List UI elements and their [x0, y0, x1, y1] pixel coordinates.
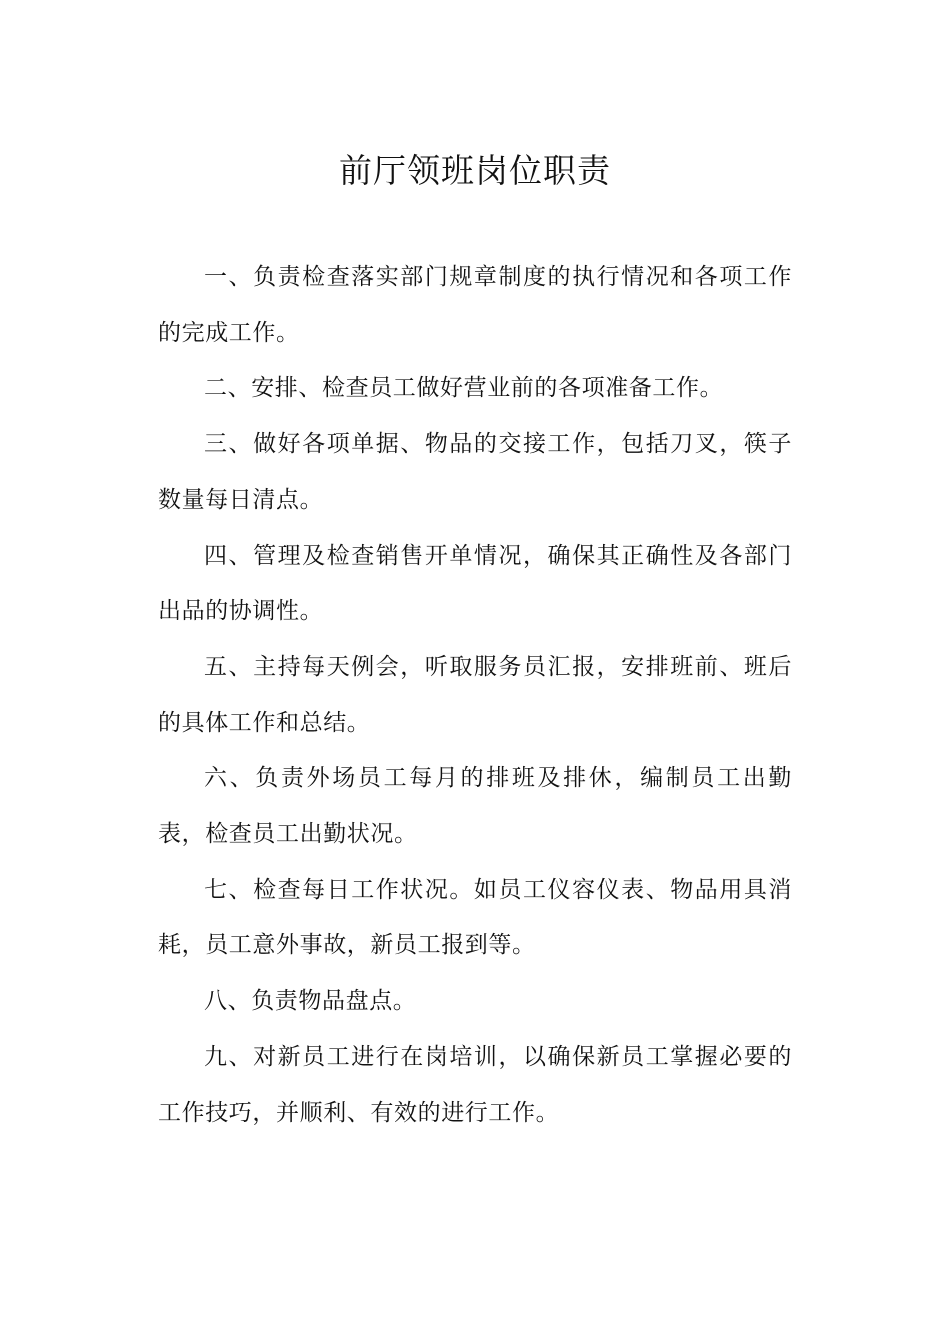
duty-item-5: 五、主持每天例会，听取服务员汇报，安排班前、班后的具体工作和总结。: [158, 653, 792, 736]
duty-item-9: 九、对新员工进行在岗培训，以确保新员工掌握必要的工作技巧，并顺利、有效的进行工作。: [158, 1043, 792, 1126]
duty-list: [158, 250, 792, 1141]
duty-item-2: 二、安排、检查员工做好营业前的各项准备工作。: [204, 375, 724, 402]
duty-item-4: 四、管理及检查销售开单情况，确保其正确性及各部门出品的协调性。: [158, 542, 792, 625]
document-title: 前厅领班岗位职责: [339, 151, 611, 190]
duty-item-1: 一、负责检查落实部门规章制度的执行情况和各项工作的完成工作。: [158, 264, 792, 346]
duty-item-8: 八、负责物品盘点。: [204, 988, 417, 1015]
duty-item-3: 三、做好各项单据、物品的交接工作，包括刀叉，筷子数量每日清点。: [158, 431, 792, 513]
duty-item-6: 六、负责外场员工每月的排班及排休，编制员工出勤表，检查员工出勤状况。: [158, 765, 792, 848]
duty-item-7: 七、检查每日工作状况。如员工仪容仪表、物品用具消耗，员工意外事故，新员工报到等。: [158, 876, 792, 959]
